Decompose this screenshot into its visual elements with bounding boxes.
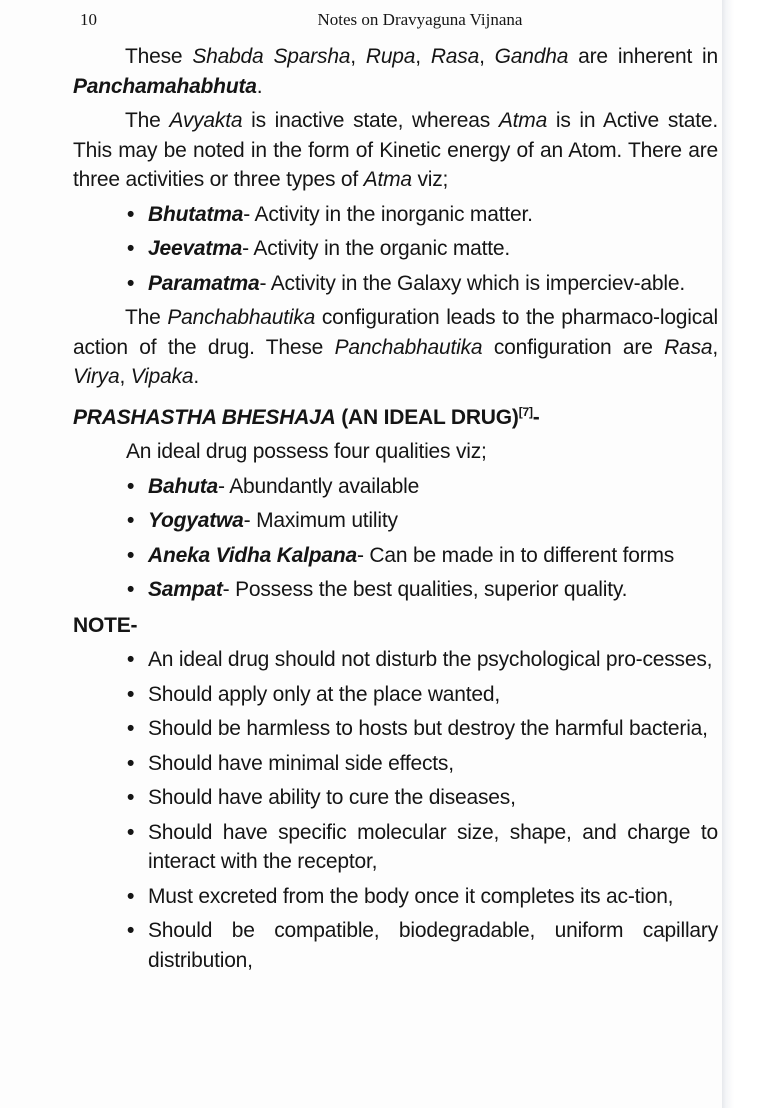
section-lead: An ideal drug possess four qualities viz; <box>126 440 487 463</box>
heading-italic: PRASHASTHA BHESHAJA <box>73 405 336 429</box>
atma-types-list <box>73 200 718 299</box>
page-content <box>73 42 718 980</box>
term: Yogyatwa <box>148 509 244 532</box>
italic-term: Gandha <box>494 45 569 68</box>
italic-term: Rasa <box>430 45 480 68</box>
note-heading: NOTE- <box>73 613 138 637</box>
text: is inactive state, whereas <box>242 109 499 132</box>
description: - Possess the best qualities, superior quality. <box>222 578 628 601</box>
italic-term: Atma <box>363 168 412 191</box>
italic-term: Avyakta <box>169 109 243 132</box>
list-item: • Should be harmless to hosts but destroy the harmful bacteria, <box>126 714 718 744</box>
description: - Abundantly available <box>217 474 420 498</box>
term: Aneka Vidha Kalpana <box>148 543 357 567</box>
list-item <box>126 541 718 571</box>
list-item <box>126 472 718 502</box>
list-item <box>126 200 718 230</box>
qualities-list <box>73 472 718 605</box>
list-item <box>126 506 718 536</box>
term: Jeevatma <box>148 237 243 260</box>
paragraph-atma <box>73 106 718 195</box>
text: The <box>125 109 170 132</box>
text: , <box>712 335 718 359</box>
text: . <box>193 365 200 388</box>
italic-term: Virya <box>73 365 120 388</box>
list-item: • Should have ability to cure the diseases, <box>126 783 718 813</box>
page-number: 10 <box>80 10 97 29</box>
italic-term: Panchabhautika <box>167 306 316 329</box>
page-binding-edge <box>722 0 780 1108</box>
description: - Activity in the organic matte. <box>242 237 511 260</box>
text: is in Active state. This may be noted in the form of Kinetic energy of an Atom. There are three activities or three types of <box>73 109 718 191</box>
text: These <box>125 45 193 68</box>
term: Sampat <box>148 578 223 601</box>
note-list <box>73 645 718 975</box>
list-item: • Should have specific molecular size, shape, and charge to interact with the receptor, <box>126 818 718 877</box>
italic-term: Rupa <box>365 45 416 68</box>
text: , <box>119 365 131 388</box>
text: configuration are <box>482 335 665 359</box>
term: Bhutatma <box>148 202 244 226</box>
page-header <box>80 6 720 32</box>
paragraph-panchabhautika <box>73 303 718 392</box>
italic-term: Atma <box>498 109 548 132</box>
list-item <box>126 269 718 299</box>
description: - Activity in the Galaxy which is imperciev-able. <box>259 271 685 295</box>
italic-term: Panchabhautika <box>334 335 483 359</box>
running-title: Notes on Dravyaguna Vijnana <box>317 10 523 29</box>
text: The <box>125 306 168 329</box>
text: are inherent in <box>568 45 718 68</box>
list-item: • Should have minimal side effects, <box>126 749 718 779</box>
paragraph-tanmatra <box>73 42 718 101</box>
italic-term: Rasa <box>664 335 713 359</box>
text: , <box>350 45 366 68</box>
heading-text: (AN IDEAL DRUG) <box>335 405 519 429</box>
list-item: • Should be compatible, biodegradable, uniform capillary distribution, <box>126 916 718 975</box>
bold-italic-term: Panchamahabhuta <box>73 74 257 98</box>
section-heading <box>73 398 718 433</box>
text: , <box>415 45 431 68</box>
description: - Can be made in to different forms <box>357 543 675 567</box>
text: viz; <box>411 168 449 191</box>
reference-marker: [7] <box>518 404 533 419</box>
heading-dash: - <box>532 405 540 429</box>
description: - Maximum utility <box>243 509 398 532</box>
text: . <box>256 74 263 98</box>
description: - Activity in the inorganic matter. <box>243 202 533 226</box>
text: configuration leads to the pharmaco-logical action of the drug. These <box>73 306 718 359</box>
list-item <box>126 575 718 605</box>
list-item <box>126 234 718 264</box>
italic-term: Shabda Sparsha <box>192 45 351 68</box>
italic-term: Vipaka <box>130 365 194 388</box>
term: Bahuta <box>148 474 218 498</box>
text: , <box>479 45 495 68</box>
list-item: • Should apply only at the place wanted, <box>126 680 718 710</box>
term: Paramatma <box>148 271 260 295</box>
list-item: • Must excreted from the body once it completes its ac-tion, <box>126 882 718 912</box>
list-item: • An ideal drug should not disturb the psychological pro-cesses, <box>126 645 718 675</box>
